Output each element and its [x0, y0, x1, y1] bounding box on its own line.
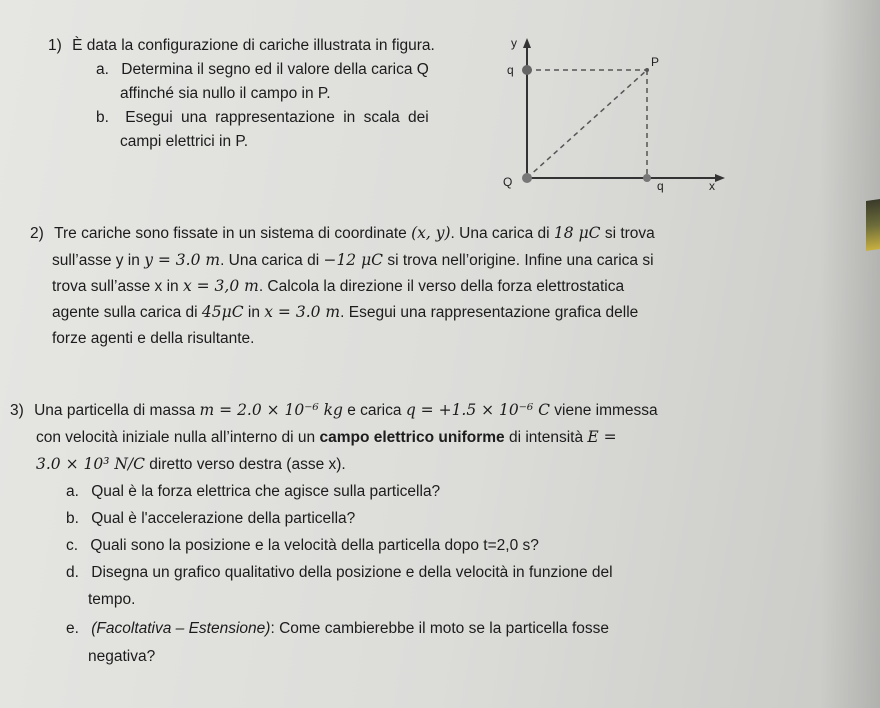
q2-l2a: sull’asse y in: [52, 252, 145, 269]
q2-number: 2): [30, 225, 44, 242]
y-axis-arrow: [523, 38, 531, 48]
q1-intro-line: [48, 38, 435, 54]
q1-b-text1: Esegui una rappresentazione in scala dei: [125, 109, 429, 126]
q2-l2b: . Una carica di: [220, 252, 324, 269]
q2-l2c: si trova nell’origine. Infine una carica si: [383, 252, 654, 269]
q3-d-line1: [66, 565, 613, 581]
q3-b-line: [66, 511, 355, 527]
q2-l2-math-y: y = 3.0 m: [144, 251, 221, 269]
q3-e-letter: e.: [66, 620, 79, 637]
q3-e-line2: negativa?: [88, 648, 156, 665]
q2-l1c: si trova: [600, 225, 655, 242]
q3-l1-math-mass: m = 2.0 × 10⁻⁶ kg: [199, 401, 343, 419]
paper-edge-shadow: [820, 0, 880, 708]
charge-Q-dot: [522, 173, 532, 183]
q2-l4-math-x: x = 3.0 m: [264, 303, 341, 321]
q2-l4-math-charge: 45μC: [201, 303, 244, 321]
q3-b-text: Qual è l'accelerazione della particella?: [91, 510, 356, 527]
dashed-line-diagonal: [527, 70, 647, 178]
q3-l1-math-charge: q = +1.5 × 10⁻⁶ C: [405, 401, 550, 419]
q2-line3: [52, 279, 624, 295]
q3-b-letter: b.: [66, 510, 79, 527]
q2-l4b: in: [243, 304, 265, 321]
q2-l1-math-xy: (x, y): [411, 224, 451, 242]
x-axis-arrow: [715, 174, 725, 182]
q3-d-text1: Disegna un grafico qualitativo della posizione e della velocità in funzione del: [91, 564, 613, 581]
q2-line2: [52, 253, 654, 269]
q3-l3-math-E-value: 3.0 × 10³ N/C: [36, 455, 145, 473]
q3-l2-bold-field: campo elettrico uniforme: [319, 429, 505, 446]
q2-l4c: . Esegui una rappresentazione grafica delle: [340, 304, 639, 321]
q1-a-letter: a.: [96, 61, 109, 78]
label-x: x: [709, 179, 715, 193]
q3-c-text: Quali sono la posizione e la velocità della particella dopo t=2,0 s?: [90, 537, 539, 554]
q2-l3-math-x: x = 3,0 m: [182, 277, 259, 295]
label-q-right: q: [657, 179, 664, 193]
q3-l2b: di intensità: [504, 429, 588, 446]
label-P: P: [651, 55, 660, 69]
q1-b-line2: campi elettrici in P.: [120, 133, 249, 150]
q2-l3a: trova sull’asse x in: [52, 278, 183, 295]
q3-number: 3): [10, 402, 24, 419]
q3-line3: [36, 457, 346, 473]
q3-line1: [10, 403, 658, 419]
q1-a-text1: Determina il segno ed il valore della carica Q: [121, 61, 429, 78]
q3-d-letter: d.: [66, 564, 79, 581]
q2-line1: [30, 226, 655, 242]
q1-b-letter: b.: [96, 109, 109, 126]
q1-a-line1: [96, 62, 429, 78]
q3-l2a: con velocità iniziale nulla all’interno di un: [36, 429, 320, 446]
q3-l1b: e carica: [342, 402, 406, 419]
q2-line4: [52, 305, 638, 321]
point-P-dot: [645, 68, 649, 72]
q2-l1a: Tre cariche sono fissate in un sistema di coordinate: [54, 225, 412, 242]
q3-d-line2: tempo.: [88, 591, 136, 608]
q3-e-text1: : Come cambierebbe il moto se la particella fosse: [270, 620, 610, 637]
q3-l2-math-E: E =: [587, 428, 617, 446]
label-Q: Q: [503, 175, 513, 189]
q2-l3b: . Calcola la direzione il verso della forza elettrostatica: [258, 278, 625, 295]
q1-b-line1: [96, 110, 429, 126]
q3-a-letter: a.: [66, 483, 79, 500]
label-q-top: q: [507, 63, 514, 77]
q3-a-line: [66, 484, 440, 500]
q3-l1a: Una particella di massa: [34, 402, 200, 419]
q3-l1c: viene immessa: [549, 402, 658, 419]
q3-e-line1: [66, 621, 609, 637]
charge-q-right-dot: [643, 174, 651, 182]
q3-c-line: [66, 538, 539, 554]
q3-c-letter: c.: [66, 537, 79, 554]
q2-l2-math-charge: −12 μC: [323, 251, 384, 269]
q3-l3a: diretto verso destra (asse x).: [145, 456, 346, 473]
q3-e-italic: (Facoltativa – Estensione): [91, 620, 271, 637]
pencil-tip: [866, 199, 880, 251]
q1-a-line2: affinché sia nullo il campo in P.: [120, 85, 331, 102]
q2-l4a: agente sulla carica di: [52, 304, 202, 321]
q1-number: 1): [48, 37, 62, 54]
q2-l1b: . Una carica di: [450, 225, 554, 242]
q1-intro: È data la configurazione di cariche illustrata in figura.: [72, 37, 435, 54]
q2-l1-math-charge: 18 μC: [553, 224, 601, 242]
charge-q-top-dot: [522, 65, 532, 75]
q2-line5: forze agenti e della risultante.: [52, 330, 255, 347]
q3-line2: [36, 430, 617, 446]
charge-configuration-figure: [495, 30, 735, 205]
label-y: y: [511, 36, 517, 50]
q3-a-text: Qual è la forza elettrica che agisce sulla particella?: [91, 483, 441, 500]
